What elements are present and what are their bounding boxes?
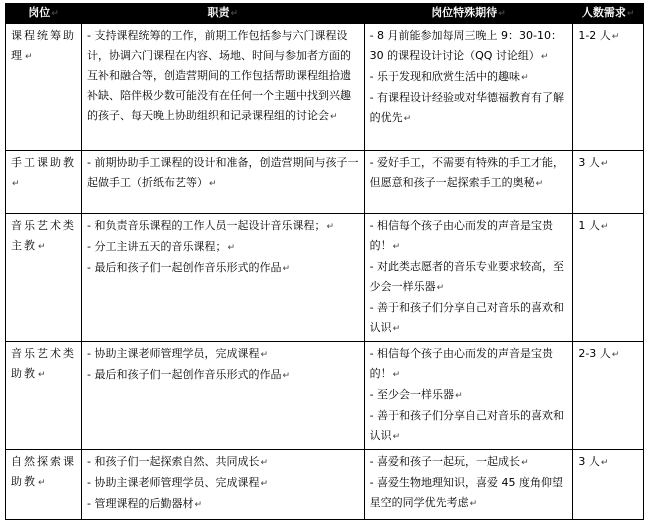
duties-cell <box>82 24 365 151</box>
expectation-item: - 相信每个孩子由心而发的声音是宝贵的！↵ <box>369 219 554 252</box>
volunteer-roles-table <box>5 3 644 520</box>
role-cell: 手工课助教↵ <box>6 151 82 214</box>
count-cell: 3 人↵ <box>573 151 644 214</box>
duty-item: - 和孩子们一起探索自然、共同成长↵ <box>87 455 269 468</box>
expectation-item: - 相信每个孩子由心而发的声音是宝贵的！↵ <box>369 347 554 380</box>
expectation-item: - 喜爱和孩子一起玩，一起成长↵ <box>369 455 529 468</box>
table-row <box>6 151 644 214</box>
table-row <box>6 342 644 450</box>
role-cell: 课程统筹助理↵ <box>6 24 82 151</box>
header-expectations: 岗位特殊期待↵ <box>364 4 573 24</box>
expectation-item: - 有课程设计经验或对华德福教育有了解的优先↵ <box>369 91 565 124</box>
expectation-item: - 8 月前能参加每周三晚上 9：30-10：30 的课程设计讨论（QQ 讨论组）↵ <box>369 29 563 62</box>
header-count: 人数需求↵ <box>573 4 644 24</box>
role-cell: 音乐艺术类主教↵ <box>6 214 82 342</box>
expectation-item: - 善于和孩子们分享自己对音乐的喜欢和认识↵ <box>369 301 565 334</box>
count-cell: 3 人↵ <box>573 450 644 520</box>
duty-item: - 前期协助手工课程的设计和准备，创造营期间与孩子一起做手工（折纸布艺等）↵ <box>87 156 359 189</box>
duty-item: - 管理课程的后勤器材↵ <box>87 497 203 510</box>
duty-item: - 支持课程统筹的工作，前期工作包括参与六门课程设计，协调六门课程在内容、场地、时间与参加者方面的互补和融合等，创造营期间的工作包括帮助课程组拾遗补缺、陪伴极少数可能没有在任何一个主题中找到兴趣的孩子、每天晚上协助组织和记录课程组的讨论会↵ <box>87 29 351 122</box>
role-cell: 自然探索课助教↵ <box>6 450 82 520</box>
duty-item: - 分工主讲五天的音乐课程；↵ <box>87 240 236 253</box>
count-cell: 1-2 人↵ <box>573 24 644 151</box>
table-row <box>6 214 644 342</box>
table-row <box>6 24 644 151</box>
duties-cell <box>82 151 365 214</box>
duty-item: - 最后和孩子们一起创作音乐形式的作品↵ <box>87 261 291 274</box>
expectations-cell <box>364 342 573 450</box>
expectation-item: - 爱好手工，不需要有特殊的手工才能，但愿意和孩子一起探索手工的奥秘↵ <box>369 156 565 189</box>
table-header-row <box>6 4 644 24</box>
expectation-item: - 乐于发现和欣赏生活中的趣味↵ <box>369 70 529 83</box>
table-row <box>6 450 644 520</box>
expectations-cell <box>364 450 573 520</box>
count-cell: 1 人↵ <box>573 214 644 342</box>
duty-item: - 协助主课老师管理学员、完成课程↵ <box>87 476 269 489</box>
expectations-cell <box>364 214 573 342</box>
expectation-item: - 对此类志愿者的音乐专业要求较高，至少会一样乐器↵ <box>369 260 565 293</box>
expectation-item: - 善于和孩子们分享自己对音乐的喜欢和认识↵ <box>369 409 565 442</box>
duties-cell <box>82 214 365 342</box>
expectation-item: - 至少会一样乐器↵ <box>369 388 463 401</box>
count-cell: 2-3 人↵ <box>573 342 644 450</box>
expectation-item: - 喜爱生物地理知识，喜爱 45 度角仰望星空的同学优先考虑↵ <box>369 476 564 509</box>
header-duties: 职责↵ <box>82 4 365 24</box>
role-cell: 音乐艺术类助教↵ <box>6 342 82 450</box>
duties-cell <box>82 450 365 520</box>
duties-cell <box>82 342 365 450</box>
expectations-cell <box>364 24 573 151</box>
duty-item: - 协助主课老师管理学员，完成课程↵ <box>87 347 269 360</box>
header-role: 岗位↵ <box>6 4 82 24</box>
duty-item: - 最后和孩子们一起创作音乐形式的作品↵ <box>87 368 291 381</box>
expectations-cell <box>364 151 573 214</box>
duty-item: - 和负责音乐课程的工作人员一起设计音乐课程；↵ <box>87 219 335 232</box>
